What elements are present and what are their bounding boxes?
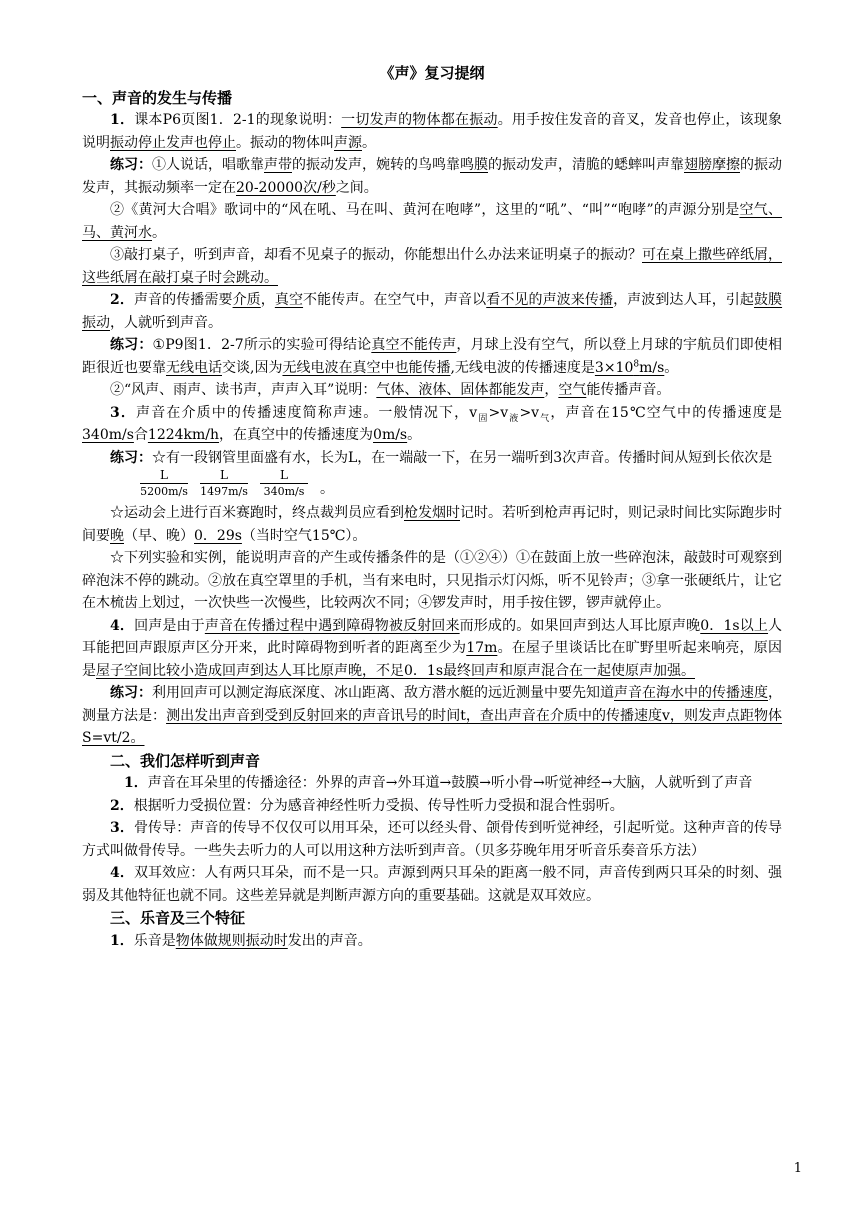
paragraph-2-1: 1．声音在耳朵里的传播途径：外界的声音→外耳道→鼓膜→听小骨→听觉神经→大脑，人就听到了声音 xyxy=(124,775,753,791)
document-page xyxy=(82,62,782,952)
page-title: 《声》复习提纲 xyxy=(379,64,485,82)
exercise-6: 练习：☆有一段钢管里面盛有水，长为L，在一端敲一下，在另一端听到3次声音。传播时间从短到长依次是 xyxy=(110,449,773,466)
exercise-3: ③敲打桌子，听到声音，却看不见桌子的振动，你能想出什么办法来证明桌子的振动？可在桌上撒些碎纸屑，这些纸屑在敲打桌子时会跳动。 xyxy=(82,247,782,286)
item-number: 1． xyxy=(110,112,135,128)
fraction-water: $\frac{L}{1497m/s}$ xyxy=(200,468,248,498)
exercise-4: 练习：①P9图1．2-7所示的实验可得结论真空不能传声，月球上没有空气，所以登上月球的宇航员们即使相距很近也要靠无线电话交谈,因为无线电波在真空中也能传播,无线电波的传播速度是$3\times 10^8m/s$。 xyxy=(82,337,782,376)
exercise-7: ☆运动会上进行百米赛跑时，终点裁判员应看到枪发烟时记时。若听到枪声再记时，则记录时间比实际跑步时间要晚（早、晚）0．29s（当时空气15℃）。 xyxy=(82,505,782,544)
paragraph-1-2: 2．声音的传播需要介质，真空不能传声。在空气中，声音以看不见的声波来传播，声波到达人耳，引起鼓膜振动，人就听到声音。 xyxy=(82,292,783,331)
answer-underline: 振动停止发声也停止 xyxy=(110,134,236,151)
exercise-label: 练习： xyxy=(110,157,152,173)
section-heading-2: 二、我们怎样听到声音 xyxy=(110,751,261,770)
fraction-answers: $\frac{L}{5200m/s}$ $\frac{L}{1497m/s}$ $\frac{L}{340m/s}$ 。 xyxy=(140,468,334,498)
paragraph-2-2: 2．根据听力受损位置：分为感音神经性听力受损、传导性听力受损和混合性弱听。 xyxy=(110,797,624,814)
fraction-air: $\frac{L}{340m/s}$ xyxy=(260,467,308,500)
section-heading-3: 三、乐音及三个特征 xyxy=(110,909,246,927)
answer-underline: 一切发声的物体都在振动 xyxy=(341,112,498,128)
paragraph-2-4: 4．双耳效应：人有两只耳朵，而不是一只。声源到两只耳朵的距离一般不同，声音传到两只耳朵的时刻、强弱及其他特征也就不同。这些差异就是判断声源方向的重要基础。这就是双耳效应。 xyxy=(82,865,783,904)
exercise-5: ②“风声、雨声、读书声，声声入耳”说明：气体、液体、固体都能发声，空气能传播声音。 xyxy=(110,382,671,398)
exercise-1: 练习：①人说话，唱歌靠声带的振动发声，婉转的鸟鸣靠鸣膜的振动发声，清脆的蟋蟀叫声靠翅膀摩擦的振动发声，其振动频率一定在20-20000次/秒之间。 xyxy=(82,157,782,196)
page-number: 1 xyxy=(793,1161,802,1176)
paragraph-3-1: 1．乐音是物体做规则振动时发出的声音。 xyxy=(110,932,372,949)
paragraph-1-1: 1．课本P6页图1．2-1的现象说明：一切发声的物体都在振动。用手按住发音的音叉，发音也停止，该现象说明振动停止发声也停止。振动的物体叫声源。 xyxy=(82,112,783,151)
answer-underline: 声源 xyxy=(334,134,362,151)
fraction-steel: $\frac{L}{5200m/s}$ xyxy=(140,468,188,498)
section-heading-1: 一、声音的发生与传播 xyxy=(82,88,233,107)
paragraph-1-3: 3．声音在介质中的传播速度简称声速。一般情况下，$v_固>v_液>v_气$，声音在15℃空气中的传播速度是340m/s合1224km/h，在真空中的传播速度为0m/s。 xyxy=(82,404,782,443)
paragraph-2-3: 3．骨传导：声音的传导不仅仅可以用耳朵，还可以经头骨、颌骨传到听觉神经，引起听觉。这种声音的传导方式叫做骨传导。一些失去听力的人可以用这种方法听到声音。（贝多芬晚年用牙听音乐奏音乐方法） xyxy=(82,820,783,859)
exercise-2: ②《黄河大合唱》歌词中的“风在吼、马在叫、黄河在咆哮”，这里的“吼”、“叫”“咆哮”的声源分别是空气、马、黄河水。 xyxy=(82,202,783,241)
exercise-8: ☆下列实验和实例，能说明声音的产生或传播条件的是（①②④）①在鼓面上放一些碎泡沫，敲鼓时可观察到碎泡沫不停的跳动。②放在真空罩里的手机，当有来电时，只见指示灯闪烁，听不见铃声；③拿一张硬纸片，让它在木梳齿上划过，一次快些一次慢些，比较两次不同；④锣发声时，用手按住锣，锣声就停止。 xyxy=(82,550,782,611)
exercise-9: 练习：利用回声可以测定海底深度、冰山距离、敌方潜水艇的远近测量中要先知道声音在海水中的传播速度，测量方法是：测出发出声音到受到反射回来的声音讯号的时间t，查出声音在介质中的传播速度v，则发声点距物体S=vt/2。 xyxy=(82,685,782,746)
paragraph-1-4: 4．回声是由于声音在传播过程中遇到障碍物被反射回来而形成的。如果回声到达人耳比原声晚0．1s以上人耳能把回声跟原声区分开来，此时障碍物到听者的距离至少为17m。在屋子里谈话比在旷野里听起来响亮，原因是屋子空间比较小造成回声到达人耳比原声晚，不足0．1s最终回声和原声混合在一起使原声加强。 xyxy=(82,617,783,679)
